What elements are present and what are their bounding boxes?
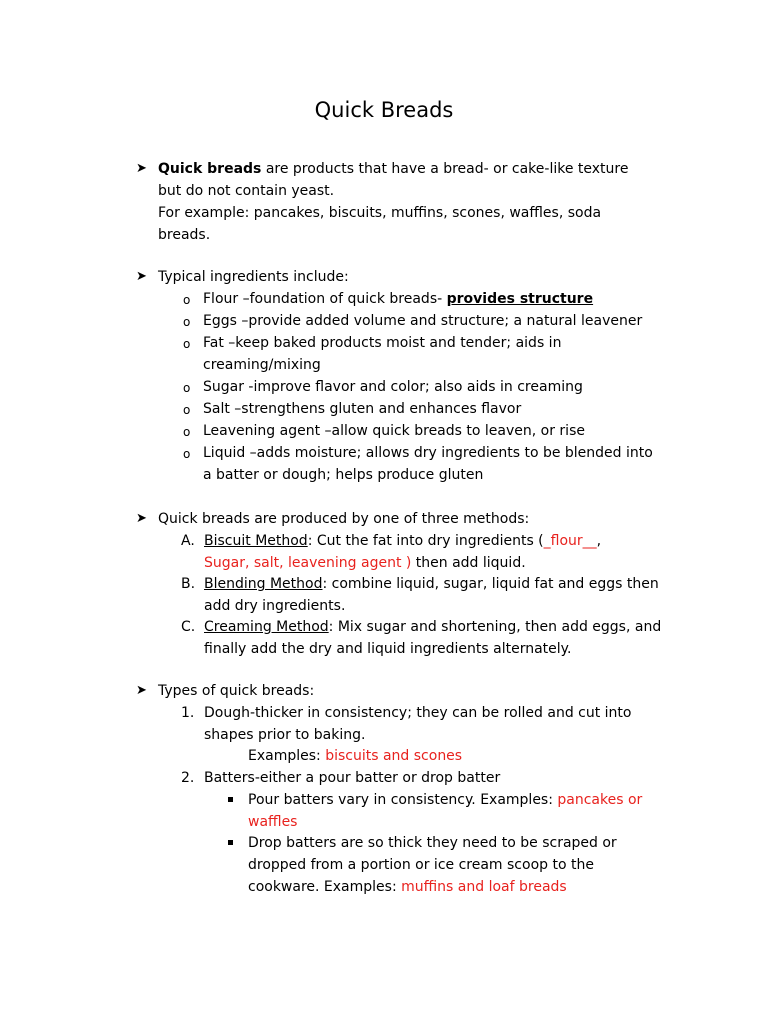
circle-bullet-icon: o: [183, 447, 191, 461]
pour-batter-line-2: waffles: [248, 814, 298, 830]
method-b-line-2: add dry ingredients.: [204, 598, 346, 614]
drop-batter-line-2: dropped from a portion or ice cream scoop to the: [248, 857, 594, 873]
intro-line-3: For example: pancakes, biscuits, muffins, scones, waffles, soda: [158, 205, 602, 221]
ingredient-salt: Salt –strengthens gluten and enhances flavor: [203, 401, 522, 417]
blending-method-name: Blending Method: [204, 576, 323, 592]
intro-line-2: but do not contain yeast.: [158, 183, 335, 199]
method-a-line-2: Sugar, salt, leavening agent ) then add liquid.: [204, 555, 526, 571]
page-title: Quick Breads: [314, 98, 454, 122]
ingredients-heading: Typical ingredients include:: [158, 269, 349, 285]
flour-blank: _flour__: [543, 533, 597, 549]
arrow-bullet-icon: ➤: [136, 683, 147, 698]
ingredient-fat-line-2: creaming/mixing: [203, 357, 321, 373]
ingredient-eggs: Eggs –provide added volume and structure; a natural leavener: [203, 313, 643, 329]
method-b-line-1: Blending Method: combine liquid, sugar, liquid fat and eggs then: [204, 576, 659, 592]
square-bullet-icon: [228, 840, 233, 845]
circle-bullet-icon: o: [183, 293, 191, 307]
type-1-line-1: Dough-thicker in consistency; they can be rolled and cut into: [204, 705, 632, 721]
method-c-line-2: finally add the dry and liquid ingredients alternately.: [204, 641, 572, 657]
circle-bullet-icon: o: [183, 425, 191, 439]
intro-term: Quick breads: [158, 161, 262, 177]
methods-heading: Quick breads are produced by one of three methods:: [158, 511, 530, 527]
biscuit-method-name: Biscuit Method: [204, 533, 308, 549]
types-heading: Types of quick breads:: [158, 683, 315, 699]
ingredient-fat-line-1: Fat –keep baked products moist and tender; aids in: [203, 335, 562, 351]
type-1-examples: Examples: biscuits and scones: [248, 748, 463, 764]
drop-batter-line-1: Drop batters are so thick they need to be scraped or: [248, 835, 617, 851]
method-c-label: C.: [181, 619, 196, 635]
type-1-label: 1.: [181, 705, 195, 721]
pour-batter-line-1: Pour batters vary in consistency. Examples: pancakes or: [248, 792, 643, 808]
type-2-label: 2.: [181, 770, 195, 786]
type-2-line-1: Batters-either a pour batter or drop batter: [204, 770, 501, 786]
circle-bullet-icon: o: [183, 315, 191, 329]
method-b-label: B.: [181, 576, 196, 592]
ingredient-liquid-line-1: Liquid –adds moisture; allows dry ingredients to be blended into: [203, 445, 653, 461]
method-a-line-1: Biscuit Method: Cut the fat into dry ingredients (_flour__,: [204, 533, 602, 549]
creaming-method-name: Creaming Method: [204, 619, 329, 635]
ingredient-liquid-line-2: a batter or dough; helps produce gluten: [203, 467, 484, 483]
drop-batter-line-3: cookware. Examples: muffins and loaf breads: [248, 879, 567, 895]
circle-bullet-icon: o: [183, 403, 191, 417]
intro-line-1: Quick breads are products that have a bread- or cake-like texture: [158, 161, 629, 177]
square-bullet-icon: [228, 797, 233, 802]
arrow-bullet-icon: ➤: [136, 269, 147, 284]
circle-bullet-icon: o: [183, 381, 191, 395]
ingredient-flour: Flour –foundation of quick breads- provides structure: [203, 291, 594, 307]
method-a-label: A.: [181, 533, 195, 549]
circle-bullet-icon: o: [183, 337, 191, 351]
arrow-bullet-icon: ➤: [136, 161, 147, 176]
intro-line-4: breads.: [158, 227, 211, 243]
flour-emphasis: provides structure: [446, 291, 594, 307]
method-c-line-1: Creaming Method: Mix sugar and shortening, then add eggs, and: [204, 619, 662, 635]
ingredient-leavening: Leavening agent –allow quick breads to leaven, or rise: [203, 423, 585, 439]
arrow-bullet-icon: ➤: [136, 511, 147, 526]
type-1-line-2: shapes prior to baking.: [204, 727, 366, 743]
ingredient-sugar: Sugar -improve flavor and color; also aids in creaming: [203, 379, 583, 395]
